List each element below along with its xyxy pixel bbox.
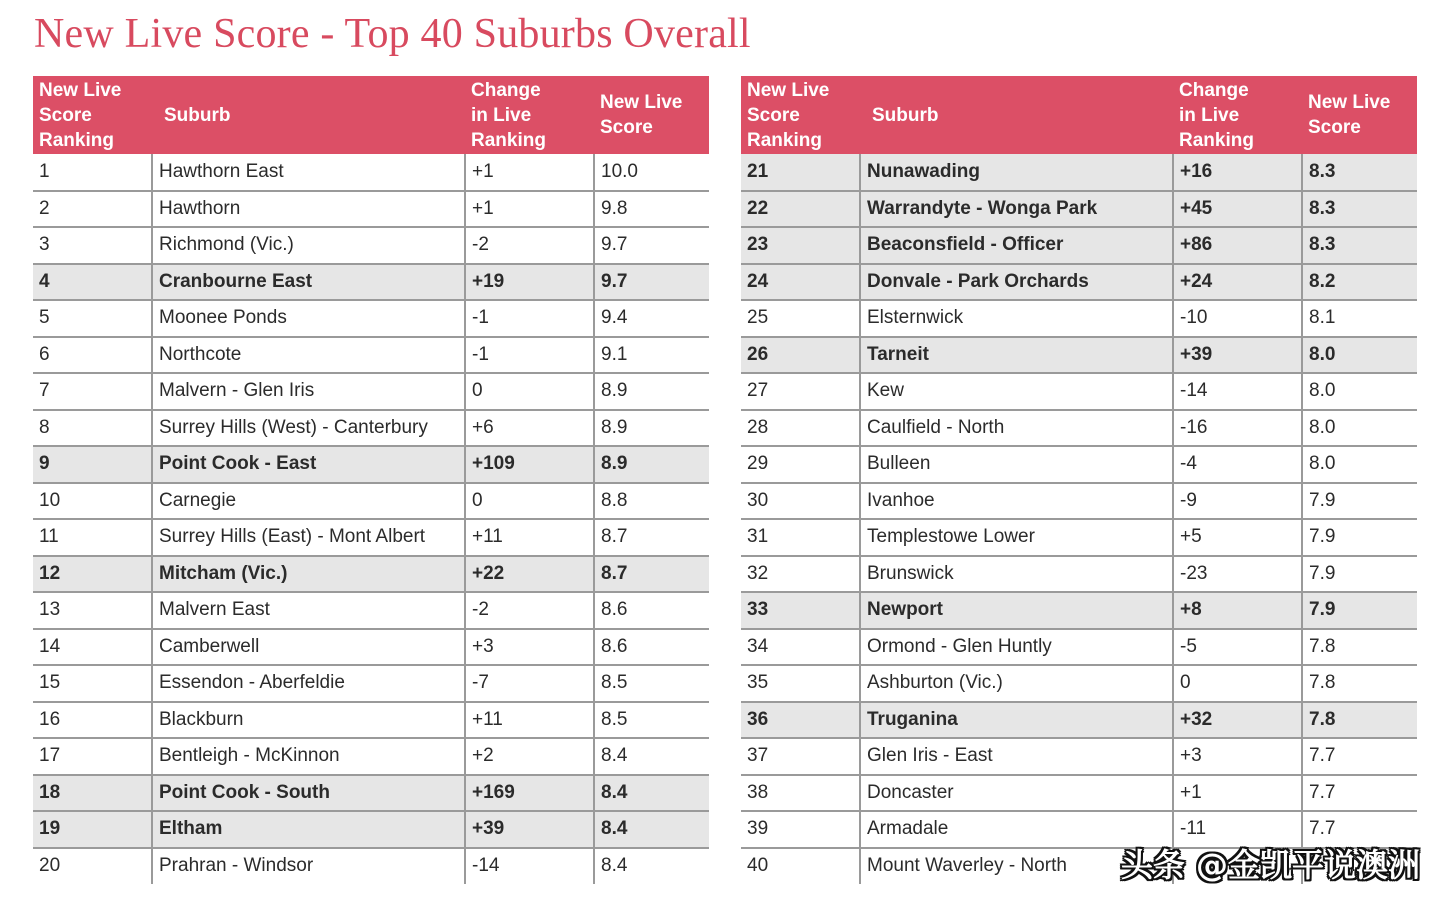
rank-cell: 28 [741, 410, 860, 447]
table-row [33, 337, 709, 374]
change-header: Change in Live Ranking [1173, 76, 1302, 154]
table-row [741, 738, 1417, 775]
score-cell: 8.4 [594, 775, 709, 812]
table-row [33, 811, 709, 848]
change-cell: -1 [465, 300, 594, 337]
suburb-cell: Ivanhoe [860, 483, 1173, 520]
change-cell: -9 [1173, 483, 1302, 520]
change-cell: +45 [1173, 191, 1302, 228]
suburb-cell: Kew [860, 373, 1173, 410]
change-cell: 0 [465, 483, 594, 520]
suburb-header: Suburb [860, 76, 1173, 154]
rank-cell: 31 [741, 519, 860, 556]
suburb-cell: Templestowe Lower [860, 519, 1173, 556]
score-cell: 8.9 [594, 410, 709, 447]
rank-cell: 18 [33, 775, 152, 812]
rank-header: New Live Score Ranking [741, 76, 860, 154]
rank-cell: 15 [33, 665, 152, 702]
rank-cell: 11 [33, 519, 152, 556]
rank-cell: 39 [741, 811, 860, 848]
table-row [741, 446, 1417, 483]
rank-cell: 33 [741, 592, 860, 629]
score-cell: 9.4 [594, 300, 709, 337]
change-cell: 0 [465, 373, 594, 410]
table-row [741, 300, 1417, 337]
change-cell: -2 [465, 592, 594, 629]
table-row [33, 373, 709, 410]
score-cell: 8.3 [1302, 191, 1417, 228]
table-row [741, 592, 1417, 629]
page-title: New Live Score - Top 40 Suburbs Overall [34, 11, 751, 57]
score-cell: 7.9 [1302, 592, 1417, 629]
rank-cell: 16 [33, 702, 152, 739]
change-cell: -11 [1173, 811, 1302, 848]
change-cell: +24 [1173, 264, 1302, 301]
score-cell: 7.8 [1302, 702, 1417, 739]
change-cell: -10 [1173, 300, 1302, 337]
rank-cell: 29 [741, 446, 860, 483]
change-cell: +1 [1173, 775, 1302, 812]
change-cell: +1 [465, 154, 594, 191]
suburb-cell: Nunawading [860, 154, 1173, 191]
change-cell: +1 [465, 191, 594, 228]
rank-cell: 14 [33, 629, 152, 666]
table-header-row [33, 76, 709, 154]
rank-cell: 34 [741, 629, 860, 666]
rank-cell: 9 [33, 446, 152, 483]
rank-cell: 25 [741, 300, 860, 337]
suburb-cell: Bulleen [860, 446, 1173, 483]
score-cell: 7.7 [1302, 738, 1417, 775]
score-cell: 10.0 [594, 154, 709, 191]
change-cell: -16 [1173, 410, 1302, 447]
table-row [33, 191, 709, 228]
change-cell: +109 [465, 446, 594, 483]
suburb-cell: Bentleigh - McKinnon [152, 738, 465, 775]
suburb-cell: Glen Iris - East [860, 738, 1173, 775]
rank-cell: 23 [741, 227, 860, 264]
change-cell: +22 [465, 556, 594, 593]
suburb-cell: Warrandyte - Wonga Park [860, 191, 1173, 228]
score-cell: 8.9 [594, 446, 709, 483]
change-cell: -23 [1173, 556, 1302, 593]
rank-cell: 2 [33, 191, 152, 228]
rank-cell: 36 [741, 702, 860, 739]
rank-cell: 20 [39, 855, 61, 877]
rank-cell: 12 [33, 556, 152, 593]
suburb-cell: Tarneit [860, 337, 1173, 374]
rank-cell: 30 [741, 483, 860, 520]
watermark: 头条 @金凯平说澳洲 [1120, 846, 1420, 884]
rank-cell: 38 [741, 775, 860, 812]
table-body-left [33, 154, 709, 884]
score-cell: 8.8 [594, 483, 709, 520]
rank-cell: 7 [33, 373, 152, 410]
change-cell: -2 [465, 227, 594, 264]
score-cell: 8.5 [594, 702, 709, 739]
ranking-table-left [33, 76, 709, 884]
table-row [33, 446, 709, 483]
table-row [33, 775, 709, 812]
table-row [741, 519, 1417, 556]
rank-cell: 13 [33, 592, 152, 629]
table-row [741, 227, 1417, 264]
change-cell: +2 [465, 738, 594, 775]
change-cell: +3 [465, 629, 594, 666]
rank-cell: 37 [741, 738, 860, 775]
suburb-cell: Hawthorn East [152, 154, 465, 191]
score-cell: 8.4 [594, 738, 709, 775]
suburb-cell: Surrey Hills (East) - Mont Albert [152, 519, 465, 556]
suburb-cell: Carnegie [152, 483, 465, 520]
table-row [33, 410, 709, 447]
score-cell: 8.0 [1302, 337, 1417, 374]
ranking-table-right [741, 76, 1417, 884]
change-cell: +32 [1173, 702, 1302, 739]
rank-cell: 10 [33, 483, 152, 520]
table-row [33, 154, 709, 191]
change-cell: -14 [465, 848, 594, 885]
suburb-cell: Donvale - Park Orchards [860, 264, 1173, 301]
suburb-header: Suburb [152, 76, 465, 154]
change-cell: +8 [1173, 592, 1302, 629]
table-row [33, 227, 709, 264]
score-cell: 8.2 [1302, 264, 1417, 301]
suburb-cell: Camberwell [152, 629, 465, 666]
score-cell: 8.7 [594, 556, 709, 593]
score-cell: 8.5 [594, 665, 709, 702]
rank-cell: 3 [33, 227, 152, 264]
suburb-cell: Newport [860, 592, 1173, 629]
suburb-cell: Northcote [152, 337, 465, 374]
table-row [741, 337, 1417, 374]
table-row [741, 556, 1417, 593]
suburb-cell: Point Cook - South [152, 775, 465, 812]
suburb-cell: Prahran - Windsor [152, 848, 465, 885]
change-cell: +11 [465, 519, 594, 556]
suburb-cell: Caulfield - North [860, 410, 1173, 447]
suburb-cell: Malvern - Glen Iris [152, 373, 465, 410]
change-cell: +5 [1173, 519, 1302, 556]
suburb-cell: Richmond (Vic.) [152, 227, 465, 264]
suburb-cell: Truganina [860, 702, 1173, 739]
change-cell: +3 [1173, 738, 1302, 775]
score-cell: 7.8 [1302, 665, 1417, 702]
table-row [33, 848, 709, 885]
suburb-cell: Cranbourne East [152, 264, 465, 301]
rank-cell: 19 [33, 811, 152, 848]
score-cell: 8.9 [594, 373, 709, 410]
suburb-cell: Surrey Hills (West) - Canterbury [152, 410, 465, 447]
score-cell: 7.8 [1302, 629, 1417, 666]
table-row [33, 264, 709, 301]
rank-cell: 40 [747, 855, 769, 877]
suburb-cell: Moonee Ponds [152, 300, 465, 337]
table-row [33, 738, 709, 775]
score-cell: 8.0 [1302, 410, 1417, 447]
table-row [741, 154, 1417, 191]
score-cell: 8.6 [594, 592, 709, 629]
score-cell: 8.4 [594, 811, 709, 848]
score-cell: 8.0 [1302, 446, 1417, 483]
rank-cell: 35 [741, 665, 860, 702]
score-cell: 8.3 [1302, 154, 1417, 191]
score-cell: 8.3 [1302, 227, 1417, 264]
score-cell: 9.7 [594, 227, 709, 264]
table-row [33, 629, 709, 666]
change-cell: +39 [465, 811, 594, 848]
table-row [33, 300, 709, 337]
change-cell: +19 [465, 264, 594, 301]
table-row [741, 191, 1417, 228]
score-cell: 8.4 [594, 848, 709, 885]
table-row [33, 592, 709, 629]
table-row [741, 629, 1417, 666]
change-cell: -1 [465, 337, 594, 374]
change-cell: +39 [1173, 337, 1302, 374]
change-cell: +16 [1173, 154, 1302, 191]
rank-cell: 6 [33, 337, 152, 374]
score-cell: 7.9 [1302, 556, 1417, 593]
change-cell: -14 [1173, 373, 1302, 410]
score-cell: 8.0 [1302, 373, 1417, 410]
suburb-cell: Hawthorn [152, 191, 465, 228]
change-cell: +169 [465, 775, 594, 812]
score-cell: 7.7 [1302, 811, 1417, 848]
table-header-row [741, 76, 1417, 154]
suburb-cell: Mitcham (Vic.) [152, 556, 465, 593]
table-row [33, 665, 709, 702]
score-cell: 7.9 [1302, 519, 1417, 556]
suburb-cell: Essendon - Aberfeldie [152, 665, 465, 702]
suburb-cell: Beaconsfield - Officer [860, 227, 1173, 264]
suburb-cell: Brunswick [860, 556, 1173, 593]
rank-cell: 17 [33, 738, 152, 775]
rank-cell: 4 [33, 264, 152, 301]
change-cell: 0 [1173, 665, 1302, 702]
rank-cell: 22 [741, 191, 860, 228]
change-cell: +86 [1173, 227, 1302, 264]
suburb-cell: Ashburton (Vic.) [860, 665, 1173, 702]
suburb-cell: Mount Waverley - North [860, 848, 1173, 885]
rank-cell: 24 [741, 264, 860, 301]
change-cell: -7 [465, 665, 594, 702]
rank-header: New Live Score Ranking [33, 76, 152, 154]
score-cell: 9.8 [594, 191, 709, 228]
table-row [33, 483, 709, 520]
rank-cell: 26 [741, 337, 860, 374]
suburb-cell: Elsternwick [860, 300, 1173, 337]
suburb-cell: Armadale [860, 811, 1173, 848]
score-cell: 9.1 [594, 337, 709, 374]
table-row [33, 556, 709, 593]
rank-cell: 21 [741, 154, 860, 191]
rank-cell: 5 [33, 300, 152, 337]
score-header: New Live Score [594, 76, 709, 154]
suburb-cell: Eltham [152, 811, 465, 848]
table-row [741, 264, 1417, 301]
change-cell: -4 [1173, 446, 1302, 483]
score-cell: 9.7 [594, 264, 709, 301]
suburb-cell: Ormond - Glen Huntly [860, 629, 1173, 666]
suburb-cell: Malvern East [152, 592, 465, 629]
score-cell: 8.7 [594, 519, 709, 556]
suburb-cell: Blackburn [152, 702, 465, 739]
table-row [741, 665, 1417, 702]
change-cell: -5 [1173, 629, 1302, 666]
change-cell: +11 [465, 702, 594, 739]
score-cell: 7.7 [1302, 775, 1417, 812]
suburb-cell: Doncaster [860, 775, 1173, 812]
table-row [741, 483, 1417, 520]
rank-cell: 32 [741, 556, 860, 593]
change-cell: +6 [465, 410, 594, 447]
score-header: New Live Score [1302, 76, 1417, 154]
table-row [33, 519, 709, 556]
table-row [741, 702, 1417, 739]
rank-cell: 27 [741, 373, 860, 410]
table-row [741, 410, 1417, 447]
table-row [33, 702, 709, 739]
suburb-cell: Point Cook - East [152, 446, 465, 483]
table-row [741, 373, 1417, 410]
table-row [741, 775, 1417, 812]
rank-cell: 8 [33, 410, 152, 447]
score-cell: 8.1 [1302, 300, 1417, 337]
score-cell: 8.6 [594, 629, 709, 666]
table-body-right [741, 154, 1417, 884]
rank-cell: 1 [33, 154, 152, 191]
score-cell: 7.9 [1302, 483, 1417, 520]
change-header: Change in Live Ranking [465, 76, 594, 154]
